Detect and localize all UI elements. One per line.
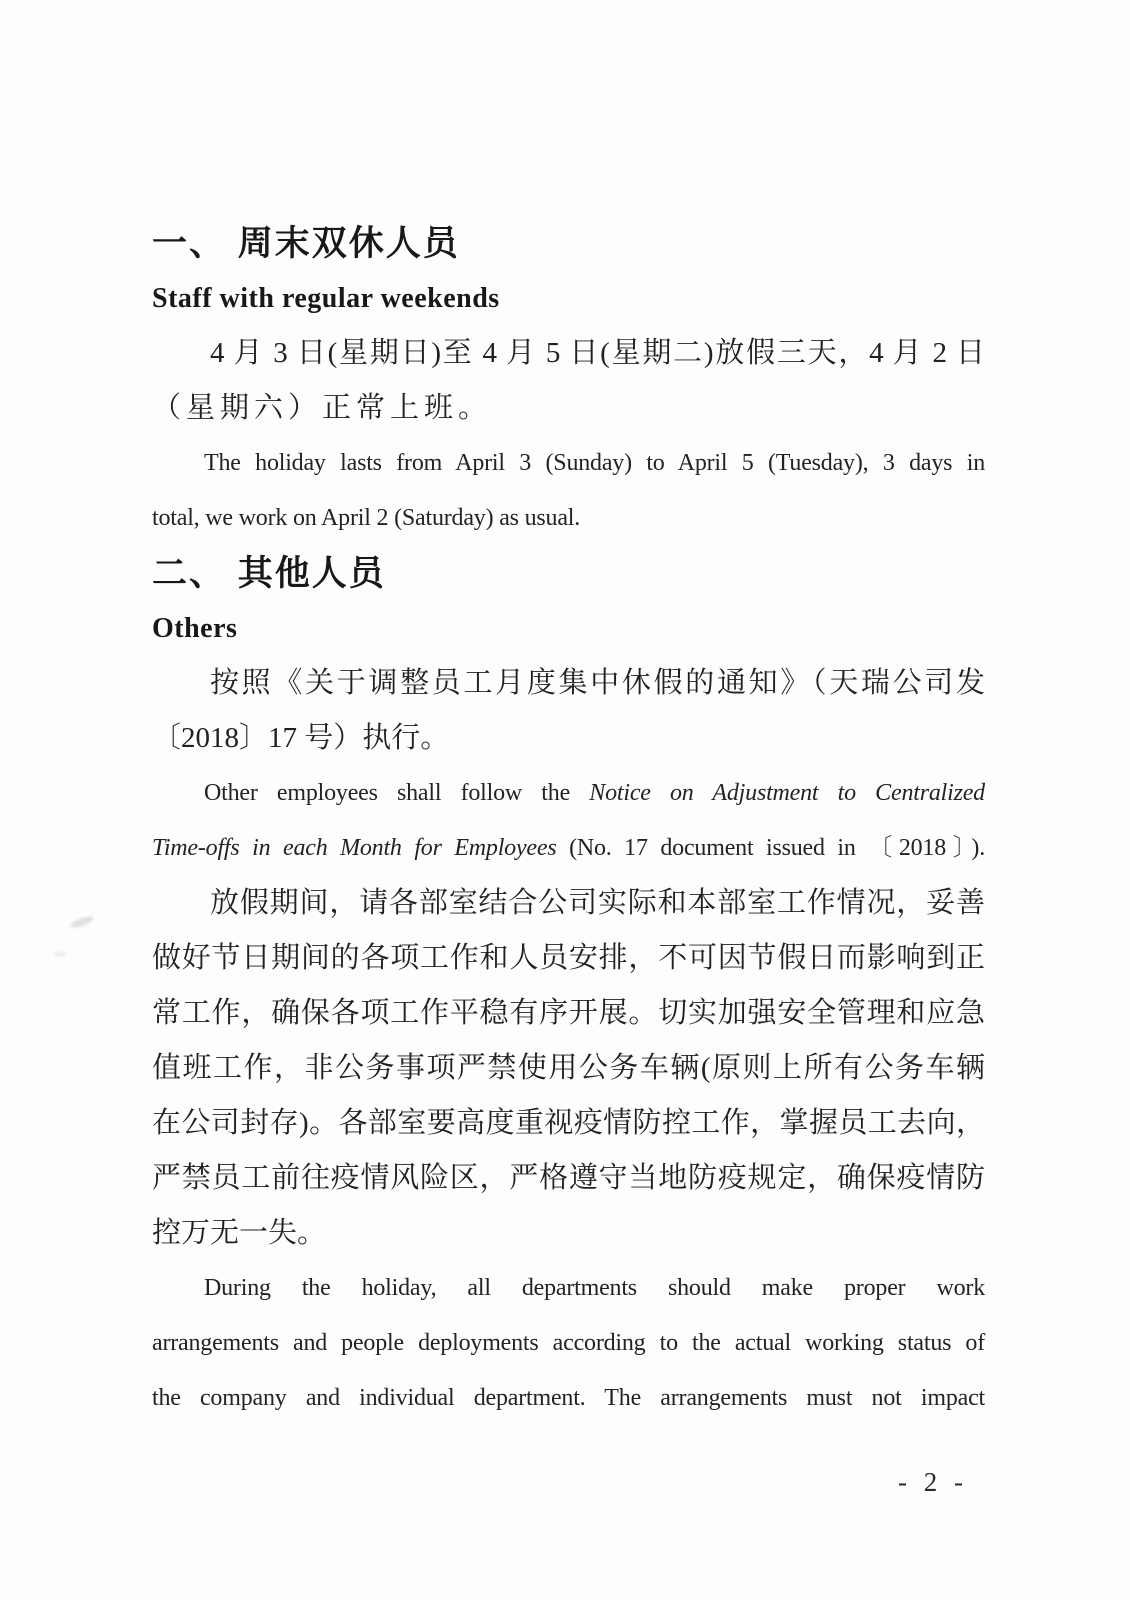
scan-smudge (54, 951, 66, 957)
section1-zh-line1: 4 月 3 日(星期日)至 4 月 5 日(星期二)放假三天，4 月 2 日 (210, 337, 985, 369)
section2-en-para-line2: arrangements and people deployments according to the actual working status of (152, 1330, 985, 1356)
en-ref-line1-plain-text: Other employees shall follow the (204, 780, 590, 806)
section2-zh-para-line2: 做好节日期间的各项工作和人员安排，不可因节假日而影响到正 (152, 942, 985, 974)
en-ref-line1-italic-title: Notice on Adjustment to Centralized (589, 780, 985, 806)
section2-zh-para-line4: 值班工作，非公务事项严禁使用公务车辆(原则上所有公务车辆 (152, 1052, 985, 1084)
section2-zh-para-line3: 常工作，确保各项工作平稳有序开展。切实加强安全管理和应急 (152, 997, 985, 1029)
en-ref-line2-plain-text: (No. 17 document issued in 〔2018〕). (556, 835, 985, 861)
section2-heading-zh: 二、 其他人员 (152, 554, 386, 593)
section2-zh-para-line1: 放假期间，请各部室结合公司实际和本部室工作情况，妥善 (210, 887, 985, 919)
section2-en-para-line1: During the holiday, all departments should make proper work (204, 1275, 985, 1301)
document-body (152, 216, 985, 1426)
section2-zh-ref-line2: 〔2018〕17 号）执行。 (152, 722, 450, 754)
section1-en-line2: total, we work on April 2 (Saturday) as usual. (152, 505, 581, 531)
section2-zh-ref-line1: 按照《关于调整员工月度集中休假的通知》（天瑞公司发 (210, 667, 985, 699)
en-ref-line2-italic-title: Time-offs in each Month for Employees (152, 835, 557, 861)
section1-heading-en: Staff with regular weekends (152, 283, 500, 314)
section1-heading-zh: 一、 周末双休人员 (152, 224, 460, 263)
section2-zh-para-line5: 在公司封存)。各部室要高度重视疫情防控工作，掌握员工去向， (152, 1107, 985, 1139)
section2-zh-para-line7: 控万无一失。 (152, 1217, 327, 1249)
section2-heading-en: Others (152, 613, 238, 644)
section2-en-ref-line2 (152, 821, 985, 876)
section2-zh-para-line6: 严禁员工前往疫情风险区，严格遵守当地防疫规定，确保疫情防 (152, 1162, 985, 1194)
section1-en-line1: The holiday lasts from April 3 (Sunday) to April 5 (Tuesday), 3 days in (204, 450, 985, 476)
page-number: - 2 - (898, 1467, 968, 1497)
section2-en-para-line3: the company and individual department. The arrangements must not impact (152, 1385, 985, 1411)
section1-zh-line2: （星期六）正常上班。 (152, 392, 493, 424)
section2-en-ref-line1 (152, 766, 985, 821)
scan-smudge (69, 914, 94, 930)
